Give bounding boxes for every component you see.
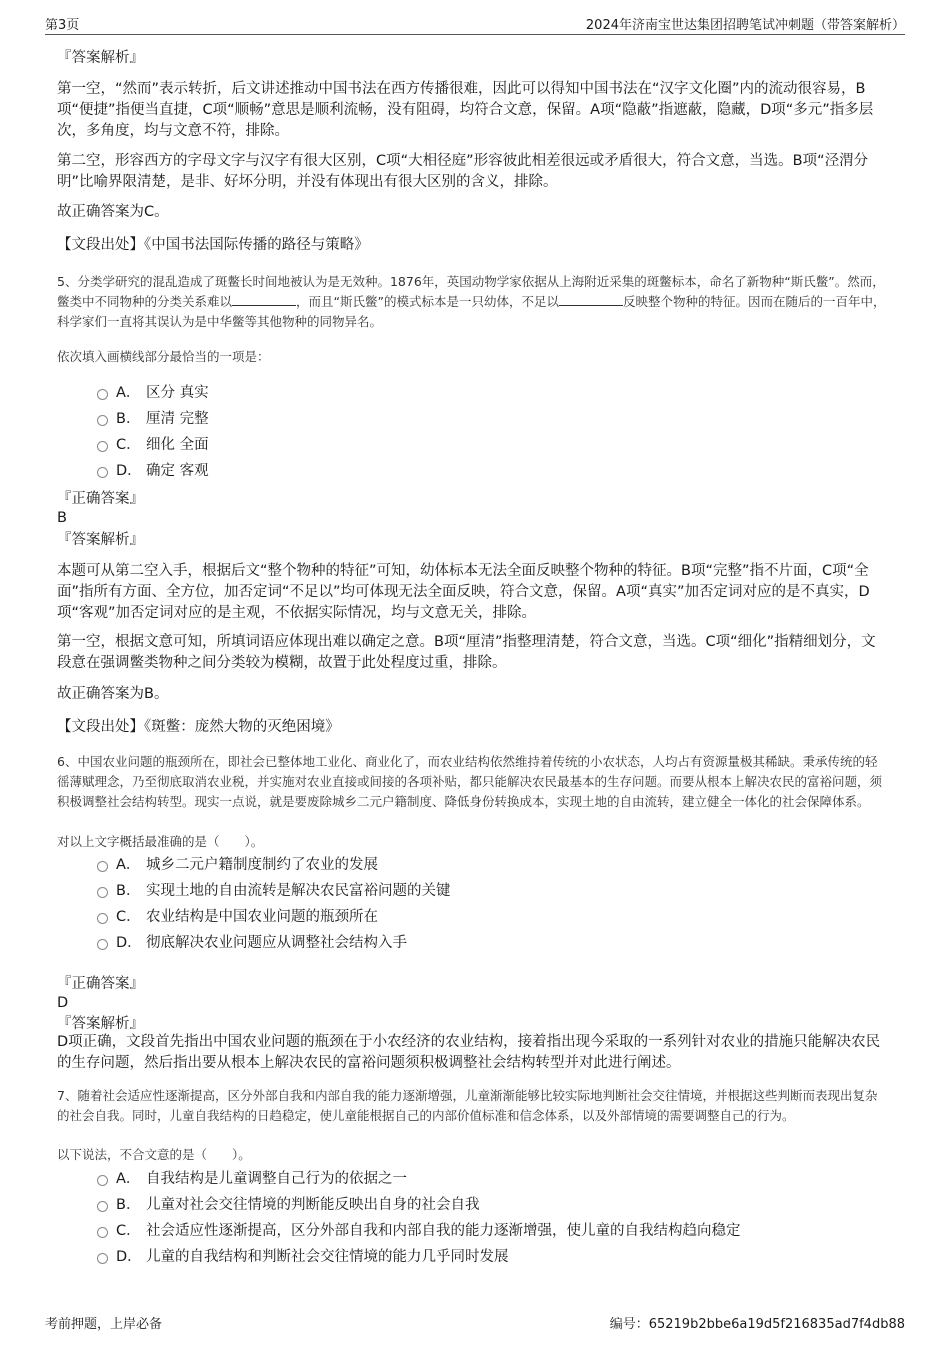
q4-analysis-title: 『答案解析』 — [57, 50, 144, 66]
option-text: 细化 全面 — [146, 437, 209, 453]
q5-stem-part-a: 5、分类学研究的混乱造成了斑鳖长时间地被认为是无效种。1876年，英国动物学家依据从上海附近采集的斑鳖标本，命名了新物种“斯氏鳖”。然而，鳖类中不同物种的分类关系难以 — [57, 274, 885, 309]
option-letter: D． — [116, 935, 142, 951]
option-letter: D． — [116, 1249, 142, 1265]
q5-option-b[interactable] — [97, 409, 209, 429]
q6-option-c[interactable] — [97, 907, 378, 927]
footer-slogan: 考前押题，上岸必备 — [45, 1317, 163, 1332]
blank-2 — [559, 293, 623, 306]
option-text: 城乡二元户籍制度制约了农业的发展 — [146, 857, 378, 873]
option-letter: A． — [116, 385, 141, 401]
q4-analysis-p2: 第二空，形容西方的字母文字与汉字有很大区别，C项“大相径庭”形容彼此相差很远或矛盾很大，符合文意，当选。B项“泾渭分明”比喻界限清楚，是非、好坏分明，并没有体现出有很大区别的含义，排除。 — [57, 153, 869, 190]
q5-option-a[interactable] — [97, 383, 209, 403]
q4-conclusion: 故正确答案为C。 — [57, 204, 169, 220]
q5-analysis-p2: 第一空，根据文意可知，所填词语应体现出难以确定之意。B项“厘清”指整理清楚，符合文意，当选。C项“细化”指精细划分，文段意在强调鳖类物种之间分类较为模糊，故置于此处程度过重，排除。 — [57, 634, 876, 671]
q6-answer: D — [57, 995, 69, 1011]
q6-stem: 6、中国农业问题的瓶颈所在，即社会已整体地工业化、商业化了，而农业结构依然维持着传统的小农状态，人均占有资源量极其稀缺。秉承传统的轻徭薄赋理念，乃至彻底取消农业税，并实施对农业直接或间接的各项补贴，都只能解决农民最基本的生存问题。而要从根本上解决农民的富裕问题，须积极调整社会结构转型。现实一点说，就是要废除城乡二元户籍制度、降低身份转换成本，实现土地的自由流转，建立健全一体化的社会保障体系。 — [57, 754, 883, 809]
radio-icon[interactable] — [97, 887, 108, 898]
option-text: 确定 客观 — [146, 463, 209, 479]
q7-option-d[interactable] — [97, 1247, 509, 1267]
option-text: 儿童对社会交往情境的判断能反映出自身的社会自我 — [146, 1197, 480, 1213]
radio-icon[interactable] — [97, 939, 108, 950]
radio-icon[interactable] — [97, 1227, 108, 1238]
q5-option-d[interactable] — [97, 461, 209, 481]
q6-option-a[interactable] — [97, 855, 378, 875]
option-text: 儿童的自我结构和判断社会交往情境的能力几乎同时发展 — [146, 1249, 509, 1265]
option-letter: A． — [116, 857, 141, 873]
q5-stem — [57, 272, 889, 332]
option-text: 社会适应性逐渐提高，区分外部自我和内部自我的能力逐渐增强，使儿童的自我结构趋向稳定 — [146, 1223, 741, 1239]
option-text: 实现土地的自由流转是解决农民富裕问题的关键 — [146, 883, 451, 899]
option-text: 农业结构是中国农业问题的瓶颈所在 — [146, 909, 378, 925]
option-letter: A． — [116, 1171, 141, 1187]
q6-option-d[interactable] — [97, 933, 407, 953]
option-text: 厘清 完整 — [146, 411, 209, 427]
q5-stem-part-b: ，而且“斯氏鳖”的模式标本是一只幼体，不足以 — [296, 294, 559, 309]
radio-icon[interactable] — [97, 441, 108, 452]
radio-icon[interactable] — [97, 415, 108, 426]
document-id: 编号：65219b2bbe6a19d5f216835ad7f4db88 — [609, 1317, 905, 1332]
page-number: 第3页 — [45, 18, 80, 33]
q7-option-c[interactable] — [97, 1221, 741, 1241]
q6-prompt: 对以上文字概括最准确的是（ ）。 — [57, 834, 264, 849]
option-letter: B． — [116, 1197, 141, 1213]
q5-conclusion: 故正确答案为B。 — [57, 686, 169, 702]
option-letter: B． — [116, 883, 141, 899]
page-header — [45, 14, 905, 35]
radio-icon[interactable] — [97, 467, 108, 478]
q5-stem-part-c: 反映整个物种的特征。因而在随后的一百年中，科学家们一直将其误认为是中华鳖等其他物种的同物异名。 — [57, 294, 886, 329]
q5-analysis-p1: 本题可从第二空入手，根据后文“整个物种的特征”可知，幼体标本无法全面反映整个物种的特征。B项“完整”指不片面，C项“全面”指所有方面、全方位，加否定词“不足以”均可体现无法全面反映，符合文意，保留。A项“真实”加否定词对应的是不真实，D项“客观”加否定词对应的是主观，不依据实际情况，均与文意无关，排除。 — [57, 563, 870, 621]
option-letter: C． — [116, 437, 141, 453]
radio-icon[interactable] — [97, 913, 108, 924]
q5-option-c[interactable] — [97, 435, 209, 455]
option-text: 区分 真实 — [146, 385, 209, 401]
option-text: 彻底解决农业问题应从调整社会结构入手 — [146, 935, 407, 951]
q5-answer-title: 『正确答案』 — [57, 491, 144, 507]
q5-source: 【文段出处】《斑鳖：庞然大物的灭绝困境》 — [57, 719, 340, 735]
q5-prompt: 依次填入画横线部分最恰当的一项是： — [57, 349, 270, 364]
radio-icon[interactable] — [97, 1175, 108, 1186]
q7-stem: 7、随着社会适应性逐渐提高，区分外部自我和内部自我的能力逐渐增强，儿童渐渐能够比较实际地判断社会交往情境，并根据这些判断而表现出复杂的社会自我。同时，儿童自我结构的日趋稳定，使儿童能根据自己的内部价值标准和信念体系，以及外部情境的需要调整自己的行为。 — [57, 1088, 878, 1123]
q7-option-a[interactable] — [97, 1169, 407, 1189]
q6-analysis-title: 『答案解析』 — [57, 1016, 144, 1032]
radio-icon[interactable] — [97, 1201, 108, 1212]
option-text: 自我结构是儿童调整自己行为的依据之一 — [146, 1171, 407, 1187]
radio-icon[interactable] — [97, 861, 108, 872]
document-title: 2024年济南宝世达集团招聘笔试冲刺题（带答案解析） — [585, 18, 905, 33]
option-letter: B． — [116, 411, 141, 427]
blank-1 — [232, 293, 296, 306]
q6-option-b[interactable] — [97, 881, 451, 901]
q7-option-b[interactable] — [97, 1195, 480, 1215]
option-letter: C． — [116, 909, 141, 925]
q5-answer: B — [57, 510, 67, 526]
option-letter: C． — [116, 1223, 141, 1239]
radio-icon[interactable] — [97, 1253, 108, 1264]
q6-answer-title: 『正确答案』 — [57, 976, 144, 992]
q6-analysis: D项正确，文段首先指出中国农业问题的瓶颈在于小农经济的农业结构，接着指出现今采取的一系列针对农业的措施只能解决农民的生存问题，然后指出要从根本上解决农民的富裕问题须积极调整社会结构转型并对此进行阐述。 — [57, 1034, 881, 1071]
option-letter: D． — [116, 463, 142, 479]
radio-icon[interactable] — [97, 389, 108, 400]
q5-analysis-title: 『答案解析』 — [57, 532, 144, 548]
q7-prompt: 以下说法，不合文意的是（ ）。 — [57, 1147, 251, 1162]
q4-source: 【文段出处】《中国书法国际传播的路径与策略》 — [57, 237, 369, 253]
q4-analysis-p1: 第一空，“然而”表示转折，后文讲述推动中国书法在西方传播很难，因此可以得知中国书法在“汉字文化圈”内的流动很容易，B项“便捷”指便当直捷，C项“顺畅”意思是顺利流畅，没有阻碍，均符合文意，保留。A项“隐蔽”指遮蔽，隐藏，D项“多元”指多层次，多角度，均与文意不符，排除。 — [57, 81, 874, 139]
